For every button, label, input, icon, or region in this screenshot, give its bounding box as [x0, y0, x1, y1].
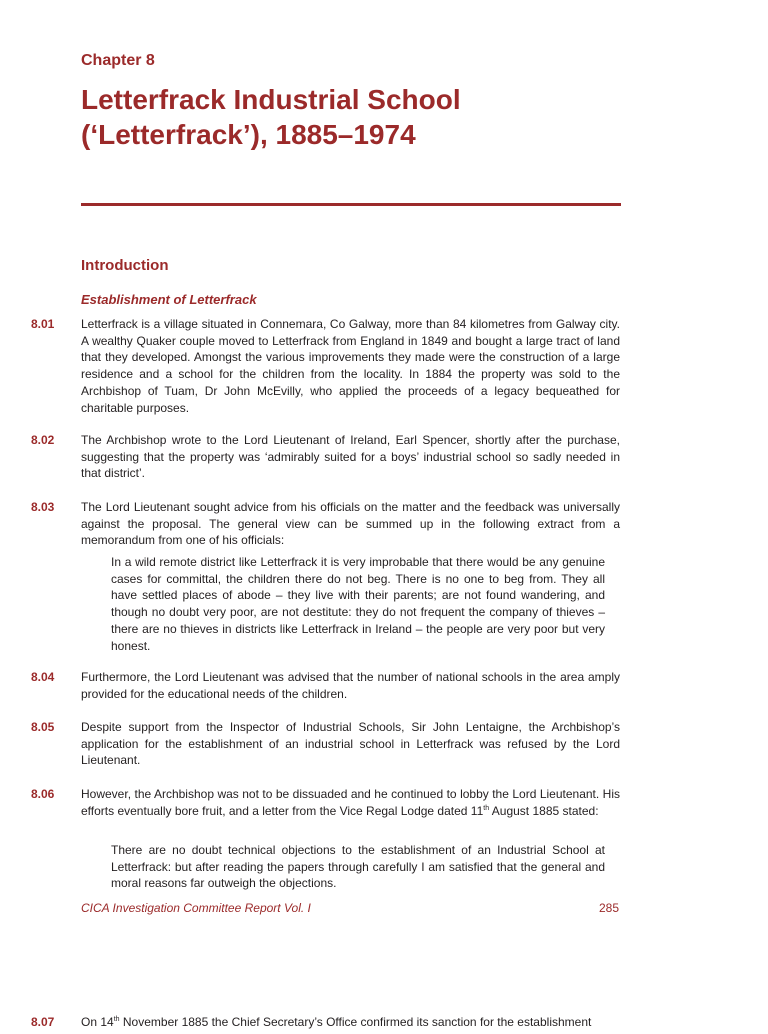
footer-report-title: CICA Investigation Committee Report Vol. I	[81, 901, 311, 915]
paragraph-8-07	[0, 1014, 768, 1034]
chapter-title: Letterfrack Industrial School (‘Letterfrack’), 1885–1974	[81, 84, 461, 150]
section-heading: Introduction	[81, 257, 169, 274]
paragraph-text: The Lord Lieutenant sought advice from his officials on the matter and the feedback was universally against the proposal. The general view can be summed up in the following extract from a memorandum from one of his officials:	[81, 500, 620, 548]
block-quote: In a wild remote district like Letterfrack it is very improbable that there would be any genuine cases for committal, the children there do not beg. There is no one to beg from. They all have settled places of abode – they live with their parents; are not found wandering, and though no doubt very poor, are not destitute: they do not frequent the company of thieves – there are no thieves in districts like Letterfrack in Ireland – the people are very poor but very honest.	[111, 555, 605, 653]
paragraph-text: On 14th November 1885 the Chief Secretary’s Office confirmed its sanction for the establishment	[81, 1015, 592, 1029]
title-divider	[81, 203, 621, 206]
paragraph-number: 8.06	[31, 787, 55, 801]
block-quote: There are no doubt technical objections to the establishment of an Industrial School at Letterfrack: but after reading the papers through carefully I am satisfied that the general and moral reasons far outweigh the objections.	[111, 843, 605, 891]
paragraph-number: 8.04	[31, 670, 55, 684]
paragraph-text: Despite support from the Inspector of Industrial Schools, Sir John Lentaigne, the Archbishop’s application for the establishment of an industrial school in Letterfrack was refused by the Lord Lieutenant.	[81, 720, 620, 768]
paragraph-text: However, the Archbishop was not to be dissuaded and he continued to lobby the Lord Lieutenant. His efforts eventually bore fruit, and a letter from the Vice Regal Lodge dated 11th August 1885 stated:	[81, 787, 620, 818]
paragraph-text: Furthermore, the Lord Lieutenant was advised that the number of national schools in the area amply provided for the educational needs of the children.	[81, 670, 620, 701]
footer-page-number: 285	[599, 901, 620, 915]
paragraph-text: The Archbishop wrote to the Lord Lieutenant of Ireland, Earl Spencer, shortly after the purchase, suggesting that the property was ‘admirably suited for a boys’ industrial school so sadly needed in that district’.	[81, 433, 620, 481]
paragraph-number: 8.01	[31, 317, 55, 331]
paragraph-number: 8.07	[31, 1015, 55, 1029]
paragraph-number: 8.02	[31, 433, 55, 447]
chapter-label: Chapter 8	[81, 52, 155, 69]
paragraph-number: 8.03	[31, 500, 55, 514]
subsection-heading: Establishment of Letterfrack	[81, 292, 257, 307]
paragraph-number: 8.05	[31, 720, 55, 734]
paragraph-text: Letterfrack is a village situated in Connemara, Co Galway, more than 84 kilometres from Galway city. A wealthy Quaker couple moved to Letterfrack from England in 1849 and bought a large tract of land that they developed. Amongst the various improvements they made were the construction of a large residence and a school for the children from the locality. In 1884 the property was sold to the Archbishop of Tuam, Dr John McEvilly, who applied the proceeds of a legacy bequeathed for charitable purposes.	[81, 317, 620, 415]
